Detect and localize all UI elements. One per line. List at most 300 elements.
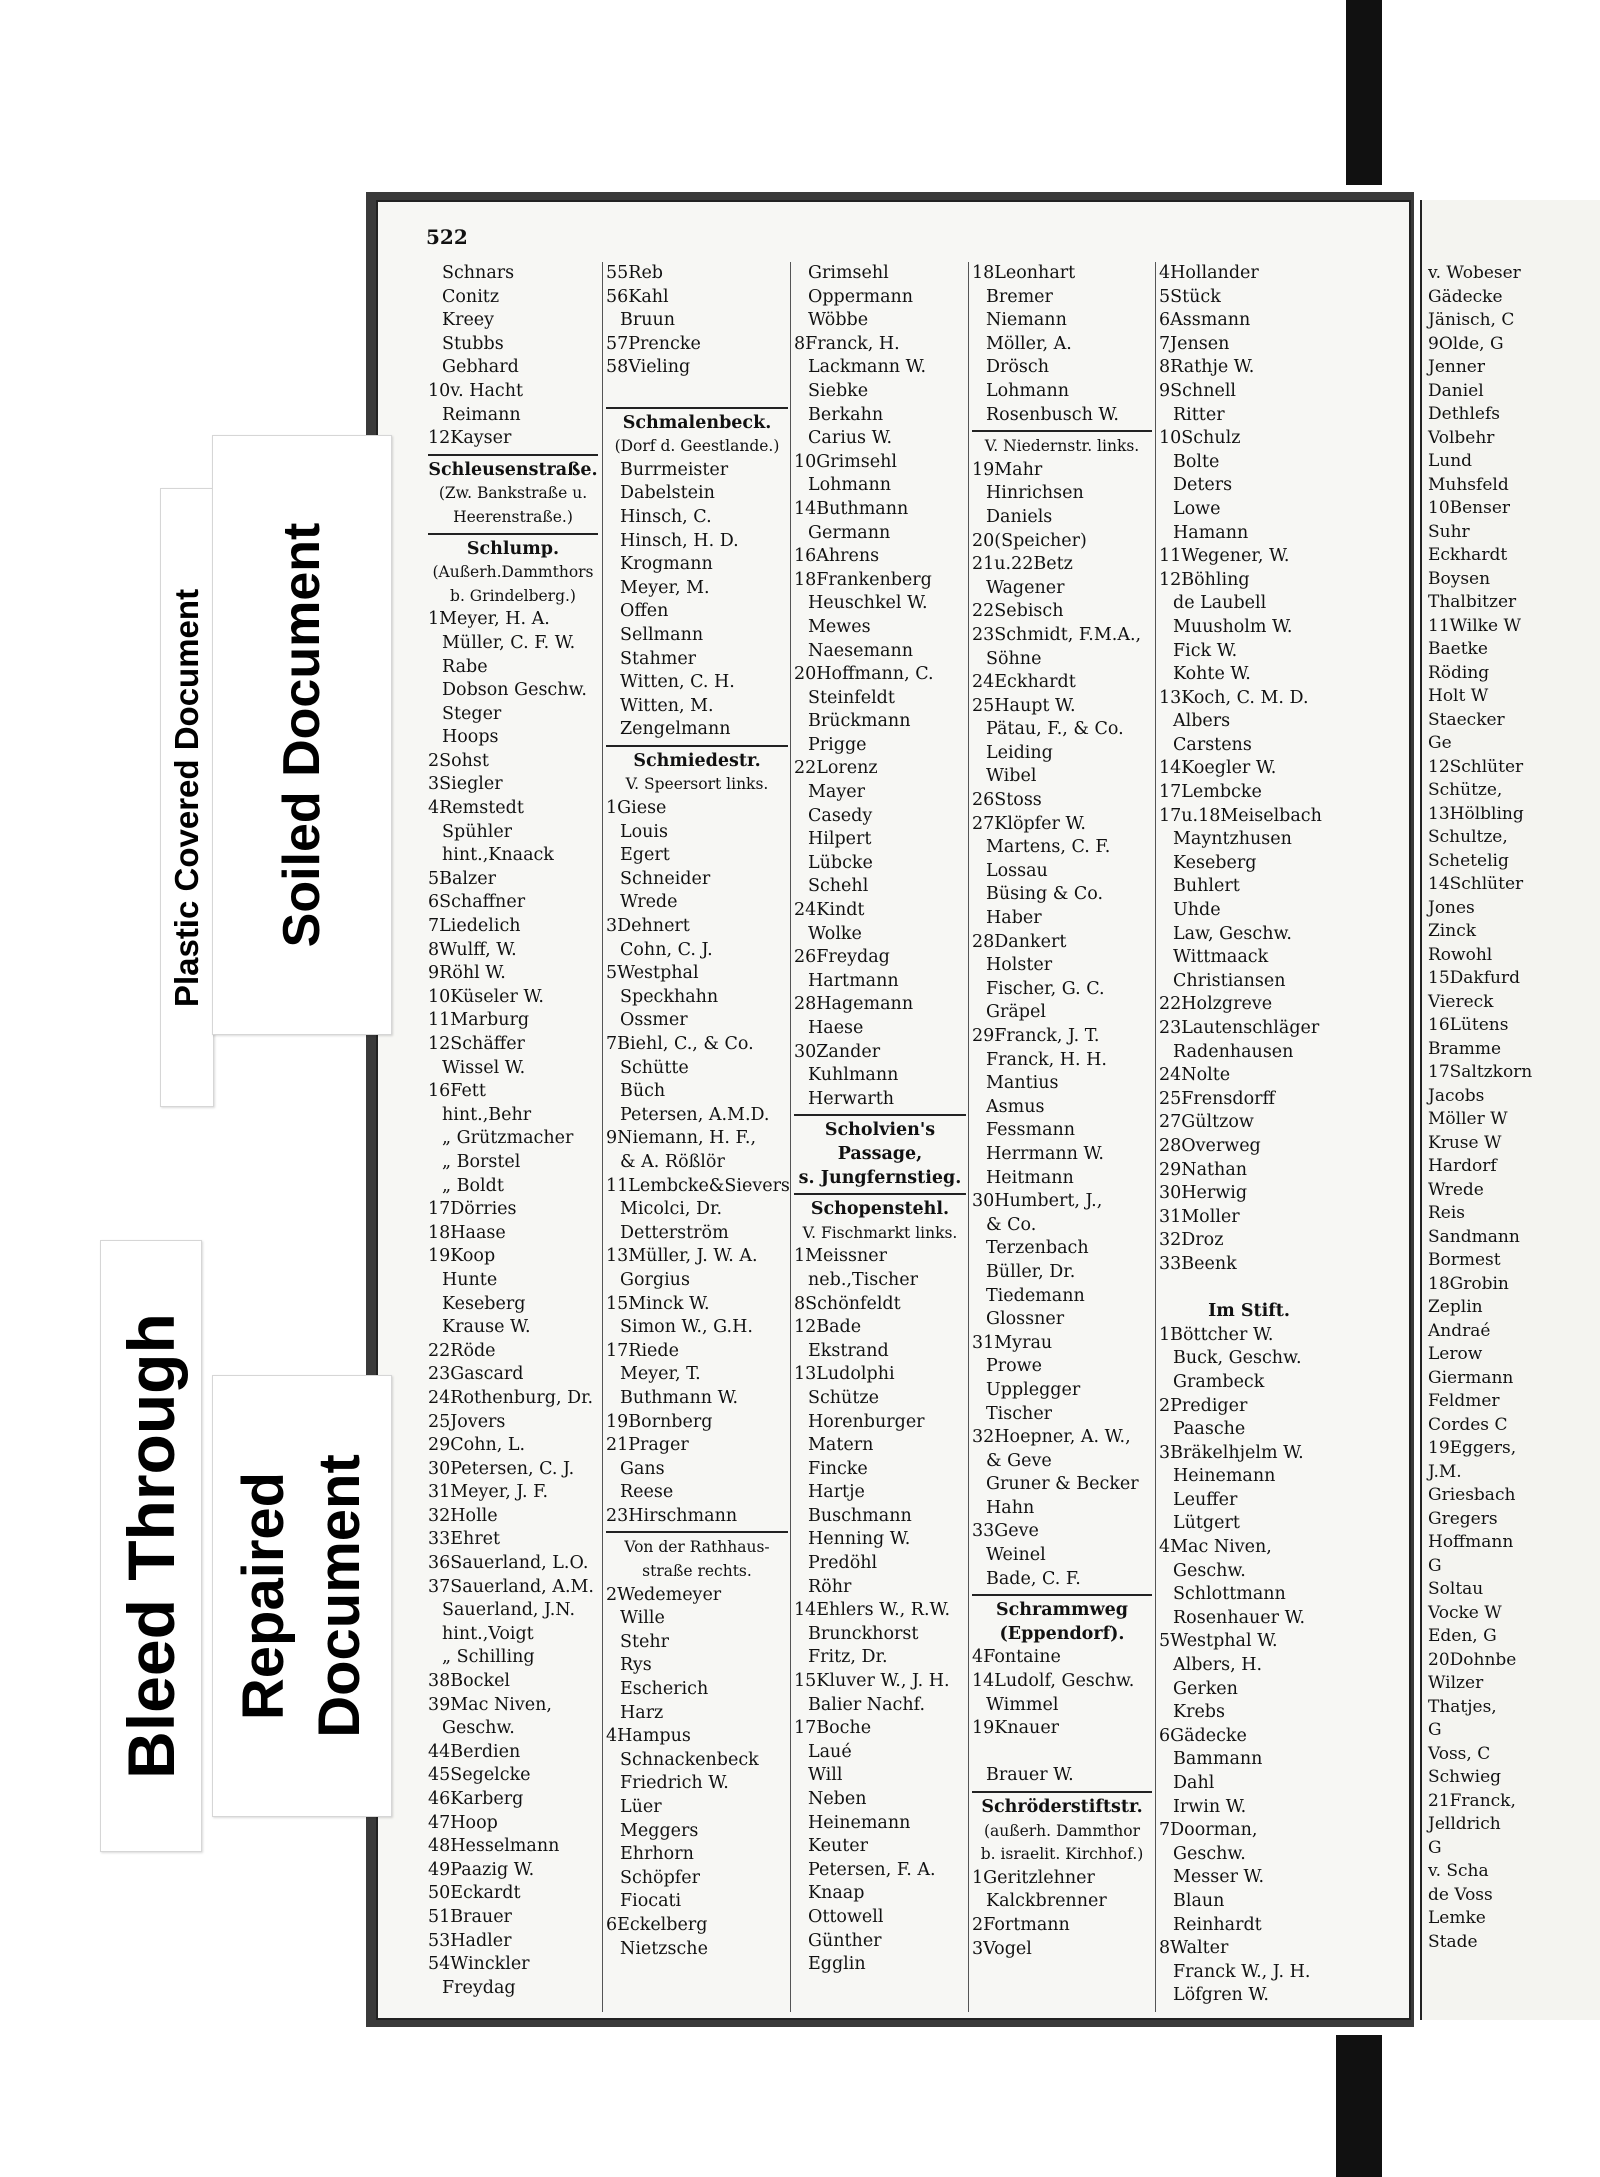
resident-entry: Carius W. bbox=[808, 428, 893, 449]
directory-column-2 bbox=[606, 262, 788, 1961]
resident-entry: Steinfeldt bbox=[808, 687, 895, 708]
resident-entry: Muusholm W. bbox=[1173, 616, 1293, 637]
resident-entry: de Laubell bbox=[1173, 593, 1267, 614]
resident-entry: Escherich bbox=[620, 1679, 709, 1700]
adjacent-entry: Lund bbox=[1428, 451, 1473, 471]
resident-entry: Lowe bbox=[1173, 498, 1221, 519]
resident-entry: 1Geritzlehner bbox=[972, 1867, 1095, 1888]
resident-entry: Simon W., G.H. bbox=[620, 1317, 753, 1338]
resident-entry: 8Schönfeldt bbox=[794, 1293, 901, 1314]
resident-entry: 25Haupt W. bbox=[972, 695, 1076, 716]
resident-entry: Franck W., J. H. bbox=[1173, 1961, 1311, 1982]
resident-entry: 36Sauerland, L.O. bbox=[428, 1553, 589, 1574]
street-heading: Schlump. bbox=[466, 538, 560, 559]
resident-entry: 10Grimsehl bbox=[794, 451, 898, 472]
resident-entry: Messer W. bbox=[1173, 1867, 1265, 1888]
resident-entry: Schütze bbox=[808, 1387, 879, 1408]
resident-entry: 11Lembcke&Sievers bbox=[606, 1175, 790, 1196]
adjacent-entry: Soltau bbox=[1428, 1579, 1484, 1599]
resident-entry: Meggers bbox=[620, 1820, 699, 1841]
resident-entry: Buschmann bbox=[808, 1505, 912, 1526]
resident-entry: Wittmaack bbox=[1173, 947, 1269, 968]
resident-entry: 29Cohn, L. bbox=[428, 1435, 526, 1456]
adjacent-entry: Kruse W bbox=[1428, 1132, 1502, 1153]
resident-entry: 22Röde bbox=[428, 1340, 496, 1361]
resident-entry: 24Rothenburg, Dr. bbox=[428, 1387, 594, 1408]
resident-entry: Dahl bbox=[1173, 1773, 1215, 1793]
resident-entry: Horenburger bbox=[808, 1411, 925, 1432]
blank-line bbox=[972, 1741, 1152, 1765]
resident-entry: 5Westphal bbox=[606, 963, 699, 984]
binding-strip-bottom bbox=[1336, 2035, 1382, 2177]
resident-entry: 4Mac Niven, bbox=[1159, 1537, 1272, 1558]
resident-entry: 23Gascard bbox=[428, 1364, 524, 1385]
resident-entry: Buck, Geschw. bbox=[1173, 1348, 1302, 1369]
resident-entry: „ Grützmacher bbox=[442, 1128, 574, 1149]
adjacent-entry: Feldmer bbox=[1428, 1391, 1500, 1411]
resident-entry: 30Petersen, C. J. bbox=[428, 1458, 575, 1479]
resident-entry: Haber bbox=[986, 908, 1042, 929]
resident-entry: Petersen, F. A. bbox=[808, 1859, 936, 1880]
adjacent-entry: Wrede bbox=[1428, 1179, 1484, 1200]
binding-strip-top bbox=[1346, 0, 1382, 185]
resident-entry: 29Nathan bbox=[1159, 1159, 1248, 1180]
adjacent-entry: Röding bbox=[1428, 662, 1490, 683]
resident-entry: 25Jovers bbox=[428, 1411, 506, 1432]
resident-entry: 24Nolte bbox=[1159, 1065, 1231, 1086]
street-note: Heerenstraße.) bbox=[453, 507, 573, 526]
resident-entry: Kohte W. bbox=[1173, 664, 1251, 685]
resident-entry: Petersen, A.M.D. bbox=[620, 1104, 770, 1125]
adjacent-entry: 10Benser bbox=[1428, 498, 1511, 518]
street-heading: s. Jungfernstieg. bbox=[798, 1167, 962, 1188]
resident-entry: Hinrichsen bbox=[986, 483, 1084, 504]
resident-entry: 19Bornberg bbox=[606, 1411, 713, 1432]
resident-entry: Prigge bbox=[808, 734, 867, 755]
adjacent-entry: Möller W bbox=[1428, 1109, 1508, 1129]
resident-entry: neb.,Tischer bbox=[808, 1269, 918, 1290]
resident-entry: Niemann bbox=[986, 310, 1067, 331]
resident-entry: Hunte bbox=[442, 1269, 498, 1290]
section-rule bbox=[972, 1594, 1152, 1596]
column-divider bbox=[1155, 262, 1156, 2012]
adjacent-entry: Rowohl bbox=[1428, 944, 1493, 965]
adjacent-entry: 19Eggers, bbox=[1428, 1438, 1517, 1458]
resident-entry: Leiding bbox=[986, 742, 1053, 763]
street-note: (Dorf d. Geestlande.) bbox=[614, 437, 780, 456]
resident-entry: Asmus bbox=[986, 1096, 1045, 1117]
resident-entry: 26Stoss bbox=[972, 790, 1042, 811]
adjacent-entry: Bramme bbox=[1428, 1038, 1502, 1059]
resident-entry: Fessmann bbox=[986, 1120, 1076, 1141]
resident-entry: 24Eckhardt bbox=[972, 672, 1076, 693]
resident-entry: Wolke bbox=[808, 923, 862, 944]
resident-entry: Prowe bbox=[986, 1356, 1043, 1377]
resident-entry: Gorgius bbox=[620, 1269, 690, 1290]
resident-entry: 14Buthmann bbox=[794, 498, 909, 519]
resident-entry: 31Myrau bbox=[972, 1332, 1053, 1353]
resident-entry: Burrmeister bbox=[620, 459, 729, 480]
resident-entry: Hartmann bbox=[808, 970, 899, 991]
plastic-covered-text: Plastic Covered Document bbox=[168, 588, 205, 1007]
resident-entry: Kreey bbox=[442, 310, 495, 331]
resident-entry: Wimmel bbox=[986, 1694, 1059, 1715]
adjacent-entry: 14Schlüter bbox=[1428, 874, 1524, 894]
adjacent-entry: Jelldrich bbox=[1428, 1814, 1501, 1834]
resident-entry: 33Geve bbox=[972, 1521, 1039, 1542]
resident-entry: 7Jensen bbox=[1159, 333, 1230, 354]
resident-entry: 23Hirschmann bbox=[606, 1505, 738, 1526]
resident-entry: Heinemann bbox=[1173, 1466, 1276, 1487]
resident-entry: 20Hoffmann, C. bbox=[794, 664, 934, 685]
resident-entry: Laué bbox=[808, 1741, 852, 1762]
resident-entry: 55Reb bbox=[606, 263, 664, 283]
resident-entry: Kalckbrenner bbox=[986, 1891, 1107, 1912]
resident-entry: 4Fontaine bbox=[972, 1647, 1061, 1668]
adjacent-entry: Baetke bbox=[1428, 639, 1488, 659]
resident-entry: Hinsch, C. bbox=[620, 506, 712, 527]
street-heading: Schleusenstraße. bbox=[428, 459, 598, 480]
resident-entry: 6Assmann bbox=[1159, 310, 1251, 331]
resident-entry: 10Schulz bbox=[1159, 428, 1241, 449]
resident-entry: Gebhard bbox=[442, 357, 519, 378]
resident-entry: 57Prencke bbox=[606, 333, 701, 354]
resident-entry: Drösch bbox=[986, 357, 1049, 378]
resident-entry: Schnackenbeck bbox=[620, 1749, 759, 1770]
resident-entry: Radenhausen bbox=[1173, 1041, 1294, 1062]
resident-entry: 19Koop bbox=[428, 1246, 496, 1267]
resident-entry: 12Bade bbox=[794, 1317, 862, 1338]
adjacent-entry: Volbehr bbox=[1428, 427, 1495, 448]
resident-entry: Geschw. bbox=[442, 1718, 515, 1739]
resident-entry: Krebs bbox=[1173, 1702, 1225, 1723]
directory-column-5 bbox=[1159, 262, 1339, 2008]
resident-entry: Will bbox=[808, 1765, 843, 1786]
resident-entry: 4Remstedt bbox=[428, 798, 524, 819]
adjacent-entry: Reis bbox=[1428, 1203, 1466, 1223]
resident-entry: Stehr bbox=[620, 1631, 670, 1652]
resident-entry: Knaap bbox=[808, 1883, 865, 1904]
resident-entry: 13Koch, C. M. D. bbox=[1159, 687, 1309, 708]
street-note: (Außerh.Dammthors bbox=[432, 563, 594, 582]
adjacent-page-lines bbox=[1422, 200, 1600, 1954]
adjacent-entry: 11Wilke W bbox=[1428, 615, 1521, 636]
resident-entry: 15Kluver W., J. H. bbox=[794, 1671, 950, 1692]
adjacent-entry: v. Wobeser bbox=[1428, 263, 1521, 283]
resident-entry: Speckhahn bbox=[620, 986, 719, 1007]
resident-entry: 9Niemann, H. F., bbox=[606, 1128, 757, 1149]
resident-entry: Ehrhorn bbox=[620, 1844, 694, 1865]
resident-entry: 30Herwig bbox=[1159, 1183, 1248, 1204]
adjacent-entry: v. Scha bbox=[1428, 1861, 1489, 1881]
resident-entry: 23Schmidt, F.M.A., bbox=[972, 624, 1142, 645]
resident-entry: 6Eckelberg bbox=[606, 1914, 708, 1935]
resident-entry: 5Westphal W. bbox=[1159, 1631, 1278, 1652]
resident-entry: Leuffer bbox=[1173, 1489, 1238, 1510]
resident-entry: 27Klöpfer W. bbox=[972, 813, 1086, 834]
resident-entry: 2Prediger bbox=[1159, 1395, 1248, 1416]
resident-entry: 12Kayser bbox=[428, 428, 512, 449]
resident-entry: Dobson Geschw. bbox=[442, 680, 587, 701]
resident-entry: Keseberg bbox=[1173, 852, 1257, 873]
resident-entry: 30Humbert, J., bbox=[972, 1191, 1103, 1212]
adjacent-entry: 13Hölbling bbox=[1428, 803, 1524, 824]
resident-entry: 8Franck, H. bbox=[794, 333, 900, 354]
resident-entry: Neben bbox=[808, 1789, 867, 1809]
resident-entry: 7Biehl, C., & Co. bbox=[606, 1034, 754, 1054]
resident-entry: 27Gültzow bbox=[1159, 1112, 1254, 1133]
street-note: V. Fischmarkt links. bbox=[802, 1223, 958, 1242]
resident-entry: Röhr bbox=[808, 1576, 852, 1597]
adjacent-entry: Thatjes, bbox=[1428, 1696, 1497, 1717]
resident-entry: Bolte bbox=[1173, 451, 1220, 472]
resident-entry: Louis bbox=[620, 821, 669, 842]
resident-entry: Söhne bbox=[986, 648, 1042, 669]
section-rule bbox=[606, 745, 788, 747]
resident-entry: Carstens bbox=[1173, 734, 1252, 755]
resident-entry: 3Siegler bbox=[428, 774, 503, 795]
resident-entry: Lackmann W. bbox=[808, 357, 927, 378]
adjacent-entry: Sandmann bbox=[1428, 1226, 1520, 1247]
resident-entry: Fiocati bbox=[620, 1891, 682, 1912]
street-note: b. Grindelberg.) bbox=[450, 586, 576, 605]
resident-entry: Fincke bbox=[808, 1458, 868, 1479]
resident-entry: Brückmann bbox=[808, 711, 911, 732]
resident-entry: Oppermann bbox=[808, 286, 914, 307]
resident-entry: Egert bbox=[620, 845, 670, 866]
resident-entry: Weinel bbox=[986, 1545, 1046, 1566]
adjacent-entry: 9Olde, G bbox=[1428, 333, 1504, 354]
resident-entry: Wagener bbox=[986, 577, 1065, 598]
street-heading: Scholvien's bbox=[824, 1120, 936, 1141]
adjacent-entry: Giermann bbox=[1428, 1367, 1514, 1388]
resident-entry: & Co. bbox=[986, 1214, 1037, 1235]
resident-entry: Bammann bbox=[1173, 1749, 1263, 1770]
resident-entry: Martens, C. F. bbox=[986, 837, 1111, 858]
resident-entry: 8Wulff, W. bbox=[428, 939, 517, 960]
resident-entry: Lohmann bbox=[986, 380, 1069, 401]
resident-entry: 58Vieling bbox=[606, 357, 691, 378]
street-heading: Schrammweg bbox=[995, 1600, 1129, 1621]
resident-entry: Franck, H. H. bbox=[986, 1049, 1107, 1070]
resident-entry: Albers bbox=[1173, 711, 1231, 732]
resident-entry: Rabe bbox=[442, 656, 488, 677]
resident-entry: Law, Geschw. bbox=[1173, 923, 1292, 944]
resident-entry: Buhlert bbox=[1173, 876, 1240, 897]
resident-entry: 2Fortmann bbox=[972, 1914, 1070, 1935]
resident-entry: „ Schilling bbox=[442, 1647, 535, 1668]
blank-line bbox=[1159, 1277, 1339, 1301]
resident-entry: Schlottmann bbox=[1173, 1584, 1286, 1605]
street-heading: Im Stift. bbox=[1208, 1301, 1290, 1322]
resident-entry: Geschw. bbox=[1173, 1843, 1246, 1864]
resident-entry: 14Ehlers W., R.W. bbox=[794, 1600, 951, 1621]
resident-entry: 15Minck W. bbox=[606, 1293, 710, 1314]
resident-entry: Harz bbox=[620, 1702, 664, 1723]
resident-entry: 22Holzgreve bbox=[1159, 994, 1273, 1015]
adjacent-entry: J.M. bbox=[1428, 1461, 1462, 1482]
resident-entry: Egglin bbox=[808, 1954, 866, 1975]
resident-entry: 13Müller, J. W. A. bbox=[606, 1246, 758, 1267]
resident-entry: Bremer bbox=[986, 286, 1053, 307]
resident-entry: „ Boldt bbox=[442, 1175, 504, 1196]
resident-entry: 50Eckardt bbox=[428, 1883, 521, 1904]
resident-entry: Günther bbox=[808, 1930, 882, 1951]
resident-entry: 54Winckler bbox=[428, 1954, 530, 1975]
resident-entry: Witten, M. bbox=[620, 695, 714, 716]
adjacent-entry: Griesbach bbox=[1428, 1485, 1516, 1505]
resident-entry: 32Holle bbox=[428, 1505, 498, 1526]
resident-entry: Naesemann bbox=[808, 640, 914, 661]
resident-entry: Lüer bbox=[620, 1797, 662, 1817]
resident-entry: 7Liedelich bbox=[428, 916, 521, 937]
adjacent-entry: 17Saltzkorn bbox=[1428, 1062, 1533, 1082]
adjacent-entry: Gregers bbox=[1428, 1508, 1498, 1529]
resident-entry: 28Overweg bbox=[1159, 1135, 1261, 1156]
resident-entry: Schöpfer bbox=[620, 1867, 700, 1888]
resident-entry: Heuschkel W. bbox=[808, 593, 928, 614]
resident-entry: 26Freydag bbox=[794, 947, 890, 968]
resident-entry: 1Giese bbox=[606, 798, 667, 819]
resident-entry: Rosenbusch W. bbox=[986, 404, 1119, 425]
resident-entry: 49Paazig W. bbox=[428, 1859, 535, 1880]
street-note: b. israelit. Kirchhof.) bbox=[980, 1845, 1144, 1864]
resident-entry: Upplegger bbox=[986, 1379, 1081, 1400]
resident-entry: Spühler bbox=[442, 821, 513, 842]
resident-entry: Rosenhauer W. bbox=[1173, 1607, 1306, 1628]
resident-entry: Ekstrand bbox=[808, 1340, 889, 1361]
resident-entry: 20(Speicher) bbox=[972, 530, 1087, 551]
resident-entry: Büch bbox=[620, 1081, 666, 1102]
resident-entry: Wibel bbox=[986, 766, 1037, 787]
resident-entry: 22Lorenz bbox=[794, 758, 878, 779]
resident-entry: 29Franck, J. T. bbox=[972, 1026, 1100, 1046]
resident-entry: Haese bbox=[808, 1018, 864, 1038]
adjacent-entry: Bormest bbox=[1428, 1250, 1501, 1270]
resident-entry: Hartje bbox=[808, 1482, 865, 1503]
resident-entry: Herwarth bbox=[808, 1088, 895, 1109]
street-note: V. Niedernstr. links. bbox=[984, 437, 1140, 456]
adjacent-entry: Jones bbox=[1428, 897, 1475, 918]
resident-entry: Paasche bbox=[1173, 1419, 1246, 1440]
resident-entry: 3Bräkelhjelm W. bbox=[1159, 1442, 1304, 1463]
adjacent-entry: de Voss bbox=[1428, 1884, 1493, 1905]
resident-entry: Germann bbox=[808, 522, 891, 543]
adjacent-entry: Vocke W bbox=[1428, 1602, 1502, 1623]
adjacent-entry: Lemke bbox=[1428, 1908, 1486, 1928]
resident-entry: 23Lautenschläger bbox=[1159, 1018, 1320, 1038]
resident-entry: Grimsehl bbox=[808, 263, 889, 283]
resident-entry: Gruner & Becker bbox=[986, 1474, 1139, 1495]
resident-entry: Grambeck bbox=[1173, 1371, 1265, 1392]
resident-entry: Nietzsche bbox=[620, 1938, 708, 1959]
resident-entry: 5Balzer bbox=[428, 868, 496, 889]
resident-entry: Lossau bbox=[986, 860, 1048, 881]
street-heading: Schmiedestr. bbox=[633, 750, 761, 771]
resident-entry: 31Meyer, J. F. bbox=[428, 1482, 549, 1503]
resident-entry: Tiedemann bbox=[986, 1285, 1085, 1306]
resident-entry: Hinsch, H. D. bbox=[620, 530, 739, 551]
street-heading: (Eppendorf). bbox=[999, 1623, 1125, 1644]
street-note: Von der Rathhaus- bbox=[624, 1538, 770, 1557]
resident-entry: Casedy bbox=[808, 805, 873, 826]
resident-entry: Daniels bbox=[986, 506, 1053, 527]
resident-entry: 46Karberg bbox=[428, 1789, 524, 1809]
resident-entry: Offen bbox=[620, 601, 669, 622]
resident-entry: Matern bbox=[808, 1435, 874, 1456]
resident-entry: 22Sebisch bbox=[972, 601, 1064, 622]
adjacent-entry: G bbox=[1428, 1555, 1442, 1576]
resident-entry: Heinemann bbox=[808, 1812, 911, 1833]
adjacent-entry: Voss, C bbox=[1428, 1743, 1491, 1764]
resident-entry: 12Böhling bbox=[1159, 569, 1250, 590]
resident-entry: 30Zander bbox=[794, 1041, 881, 1062]
resident-entry: 19Mahr bbox=[972, 459, 1043, 480]
resident-entry: Hahn bbox=[986, 1497, 1035, 1518]
resident-entry: 24Kindt bbox=[794, 900, 865, 921]
adjacent-entry: Lerow bbox=[1428, 1344, 1483, 1364]
resident-entry: Ossmer bbox=[620, 1010, 688, 1031]
resident-entry: Brauer W. bbox=[986, 1765, 1074, 1786]
adjacent-entry: Holt W bbox=[1428, 686, 1489, 706]
resident-entry: Glossner bbox=[986, 1309, 1065, 1330]
resident-entry: Meyer, T. bbox=[620, 1364, 701, 1385]
resident-entry: 32Hoepner, A. W., bbox=[972, 1427, 1131, 1448]
resident-entry: Freydag bbox=[442, 1977, 516, 1998]
resident-entry: Hoops bbox=[442, 727, 499, 748]
resident-entry: Holster bbox=[986, 955, 1053, 976]
adjacent-entry: Jacobs bbox=[1428, 1085, 1485, 1106]
resident-entry: Gräpel bbox=[986, 1002, 1046, 1023]
resident-entry: 3Vogel bbox=[972, 1938, 1032, 1959]
resident-entry: 18Leonhart bbox=[972, 263, 1076, 283]
resident-entry: hint.,Knaack bbox=[442, 845, 554, 866]
resident-entry: 21u.22Betz bbox=[972, 554, 1073, 575]
resident-entry: & A. Rößlör bbox=[620, 1151, 725, 1172]
resident-entry: Schnars bbox=[442, 263, 515, 283]
adjacent-entry: Hardorf bbox=[1428, 1156, 1497, 1176]
resident-entry: Hamann bbox=[1173, 522, 1249, 543]
resident-entry: Irwin W. bbox=[1173, 1796, 1247, 1817]
resident-entry: Herrmann W. bbox=[986, 1143, 1104, 1164]
adjacent-entry: Viereck bbox=[1428, 991, 1494, 1012]
resident-entry: Friedrich W. bbox=[620, 1773, 729, 1794]
resident-entry: 44Berdien bbox=[428, 1741, 521, 1762]
adjacent-entry: Zinck bbox=[1428, 921, 1477, 941]
resident-entry: Brunckhorst bbox=[808, 1623, 919, 1644]
adjacent-entry: Suhr bbox=[1428, 521, 1470, 542]
resident-entry: Steger bbox=[442, 703, 502, 724]
resident-entry: 8Rathje W. bbox=[1159, 357, 1255, 378]
resident-entry: Reimann bbox=[442, 404, 521, 425]
adjacent-entry: 16Lütens bbox=[1428, 1015, 1509, 1035]
resident-entry: 1Meyer, H. A. bbox=[428, 609, 550, 630]
resident-entry: 33Ehret bbox=[428, 1529, 501, 1550]
resident-entry: 1Meissner bbox=[794, 1246, 887, 1267]
resident-entry: 18Haase bbox=[428, 1222, 506, 1243]
resident-entry: 7Doorman, bbox=[1159, 1820, 1258, 1841]
resident-entry: 1Böttcher W. bbox=[1159, 1324, 1274, 1345]
directory-column-1 bbox=[428, 262, 598, 2000]
adjacent-entry: Wilzer bbox=[1428, 1673, 1484, 1693]
adjacent-entry: Hoffmann bbox=[1428, 1532, 1514, 1552]
resident-entry: Heitmann bbox=[986, 1167, 1074, 1188]
resident-entry: 3Dehnert bbox=[606, 916, 690, 937]
street-heading: Passage, bbox=[837, 1143, 923, 1164]
resident-entry: 8Walter bbox=[1159, 1938, 1229, 1959]
street-note: (außerh. Dammthor bbox=[983, 1821, 1141, 1840]
resident-entry: 16Fett bbox=[428, 1081, 486, 1102]
